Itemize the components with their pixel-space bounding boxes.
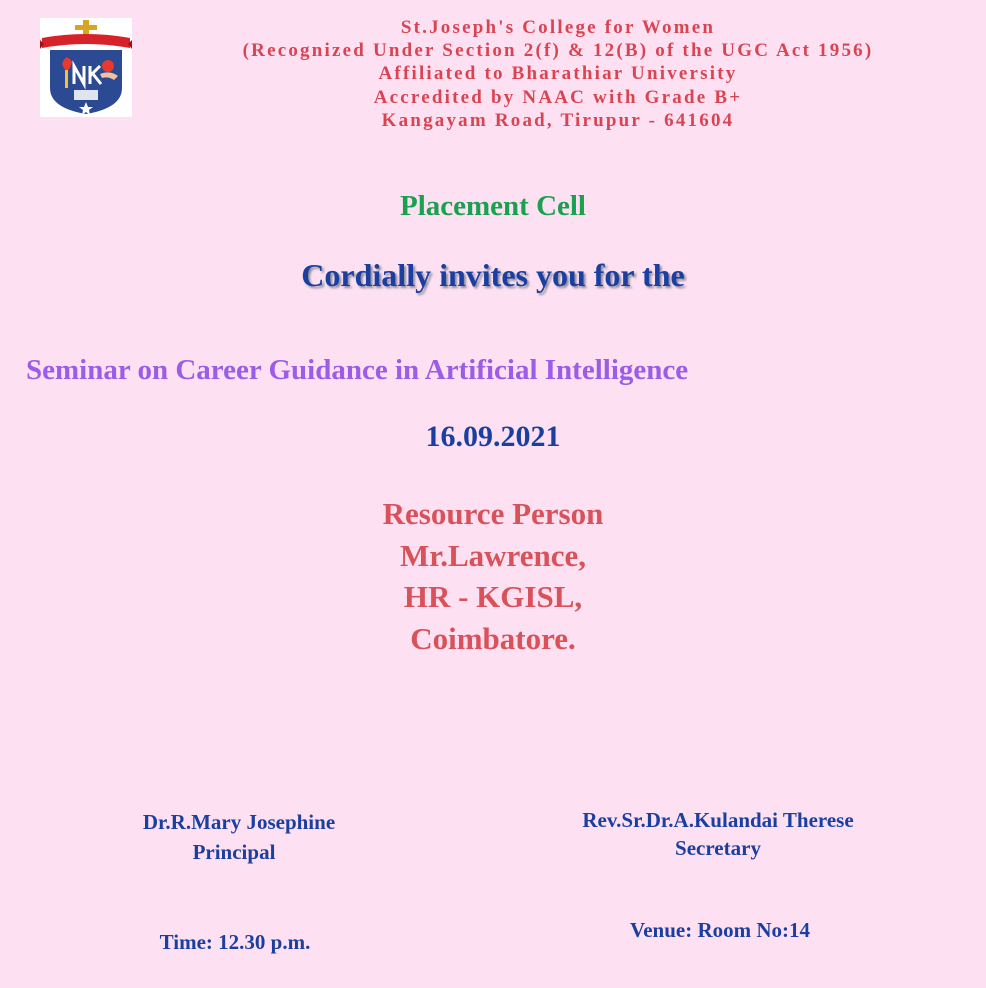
principal-name: Dr.R.Mary Josephine [142,810,336,834]
accreditation-line: Accredited by NAAC with Grade B+ [373,87,743,108]
secretary-title: Secretary [675,836,761,860]
seminar-title: Seminar on Career Guidance in Artificial Intelligence [26,354,689,386]
principal-title: Principal [192,840,276,864]
college-name: St.Joseph's College for Women [400,17,716,38]
invitation-text: Cordially invites you for the [301,257,685,293]
organizer-title: Placement Cell [399,190,586,222]
resource-place: Coimbatore. [410,621,576,656]
resource-heading: Resource Person [382,496,604,531]
resource-role: HR - KGISL, [403,579,583,614]
college-crest-icon [40,18,132,117]
secretary-name: Rev.Sr.Dr.A.Kulandai Therese [582,808,854,832]
recognition-line: (Recognized Under Section 2(f) & 12(B) of the UGC Act 1956) [242,40,874,61]
affiliation-line: Affiliated to Bharathiar University [378,63,738,84]
address-line: Kangayam Road, Tirupur - 641604 [381,110,735,131]
resource-name: Mr.Lawrence, [400,538,586,573]
event-venue: Venue: Room No:14 [629,918,811,942]
event-time: Time: 12.30 p.m. [159,930,311,954]
event-date: 16.09.2021 [425,420,561,453]
